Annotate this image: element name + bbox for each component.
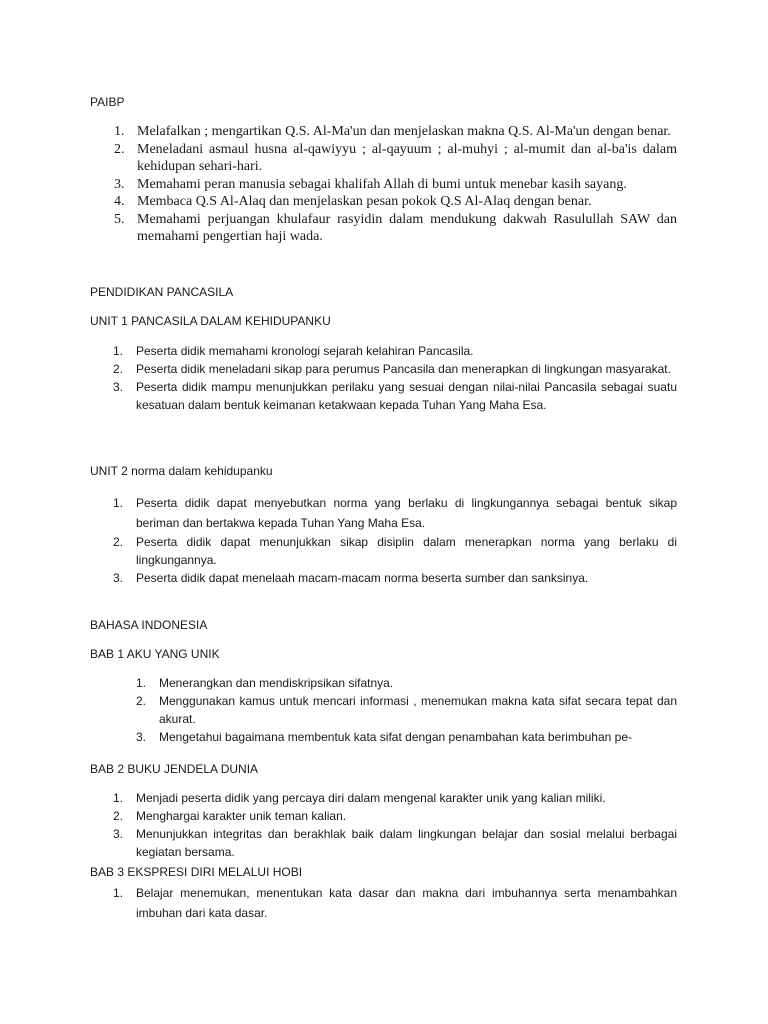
list-item: 1. Belajar menemukan, menentukan kata dasar dan makna dari imbuhannya serta menambahkan imbuhan dari kata dasar. — [113, 886, 677, 920]
section-heading-bahasa: BAHASA INDONESIA — [90, 618, 208, 632]
list-item: 1. Peserta didik dapat menyebutkan norma yang berlaku di lingkungannya sebagai bentuk sikap beriman dan bertakwa kepada Tuhan Yang Maha Esa. — [113, 496, 677, 530]
list-item: 2. Peserta didik dapat menunjukkan sikap disiplin dalam menerapkan norma yang berlaku di lingkungannya. — [113, 535, 677, 567]
list-item: 5. Memahami perjuangan khulafaur rasyidin dalam mendukung dakwah Rasulullah SAW dan memahami pengertian haji wada. — [114, 211, 677, 244]
list-item: 1. Peserta didik memahami kronologi sejarah kelahiran Pancasila. — [113, 344, 474, 358]
unit2-list — [113, 493, 677, 587]
list-item: 1. Melafalkan ; mengartikan Q.S. Al-Ma'un dan menjelaskan makna Q.S. Al-Ma'un dengan benar. — [114, 124, 671, 139]
list-item: 2. Menggunakan kamus untuk mencari informasi , menemukan makna kata sifat secara tepat dan akurat. — [136, 694, 677, 726]
section-heading-paibp: PAIBP — [90, 95, 125, 109]
bab2-list — [113, 789, 677, 861]
list-item: 3. Memahami peran manusia sebagai khalifah Allah di bumi untuk menebar kasih sayang. — [114, 176, 627, 192]
list-item: 4. Membaca Q.S Al-Alaq dan menjelaskan pesan pokok Q.S Al-Alaq dengan benar. — [114, 194, 592, 209]
bab2-heading: BAB 2 BUKU JENDELA DUNIA — [90, 762, 259, 776]
unit1-list — [113, 342, 677, 414]
bab3-heading: BAB 3 EKSPRESI DIRI MELALUI HOBI — [90, 865, 303, 879]
list-item: 3. Mengetahui bagaimana membentuk kata sifat dengan penambahan kata berimbuhan pe- — [136, 730, 632, 744]
list-item: 1. Menjadi peserta didik yang percaya diri dalam mengenal karakter unik yang kalian miliki. — [113, 791, 606, 805]
bab3-list — [113, 883, 677, 923]
list-item: 3. Menunjukkan integritas dan berakhlak baik dalam lingkungan belajar dan sosial melalui berbagai kegiatan bersama. — [113, 827, 677, 859]
list-item: 2. Menghargai karakter unik teman kalian. — [113, 809, 347, 823]
list-item: 3. Peserta didik dapat menelaah macam-macam norma beserta sumber dan sanksinya. — [113, 571, 589, 585]
paibp-list — [114, 123, 677, 246]
list-item: 1. Menerangkan dan mendiskripsikan sifatnya. — [136, 676, 394, 690]
bab1-list — [136, 674, 677, 746]
unit2-heading: UNIT 2 norma dalam kehidupanku — [90, 464, 273, 478]
list-item: 2. Peserta didik meneladani sikap para perumus Pancasila dan menerapkan di lingkungan masyarakat. — [113, 362, 671, 376]
list-item: 3. Peserta didik mampu menunjukkan perilaku yang sesuai dengan nilai-nilai Pancasila sebagai suatu kesatuan dalam bentuk keimanan ketakwaan kepada Tuhan Yang Maha Esa. — [113, 380, 677, 412]
section-heading-pancasila: PENDIDIKAN PANCASILA — [90, 285, 234, 299]
unit1-heading: UNIT 1 PANCASILA DALAM KEHIDUPANKU — [90, 314, 331, 328]
list-item: 2. Meneladani asmaul husna al-qawiyyu ; al-qayuum ; al-muhyi ; al-mumit dan al-ba'is dalam kehidupan sehari-hari. — [114, 141, 677, 174]
bab1-heading: BAB 1 AKU YANG UNIK — [90, 647, 220, 661]
